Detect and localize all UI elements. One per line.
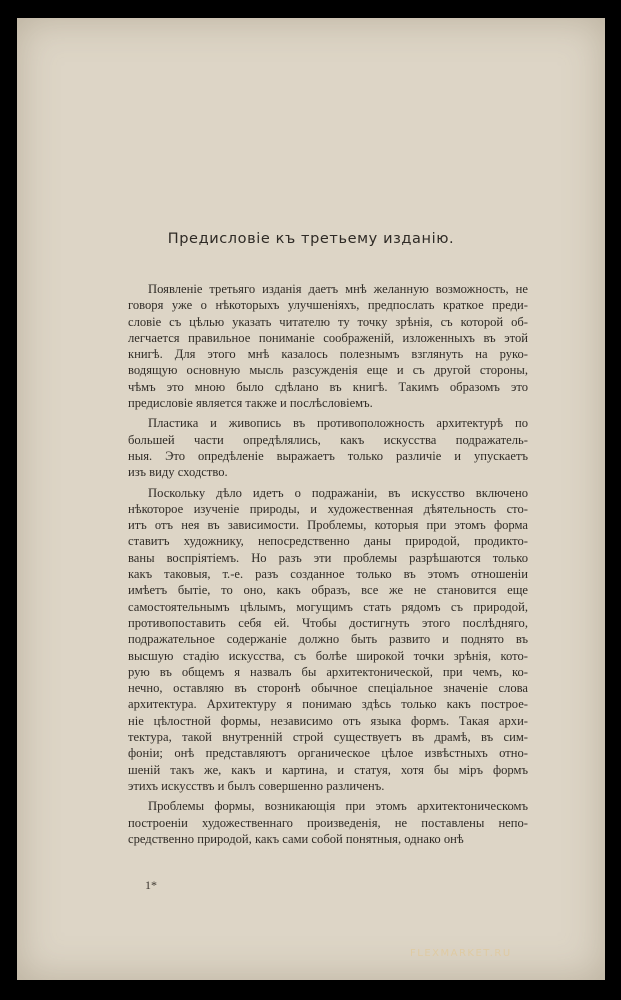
text-line: высшую стадію искусства, съ болѣе широкой точки зрѣнія, кото- bbox=[128, 648, 528, 663]
text-line: итъ отъ нея въ зависимости. Проблемы, которыя при этомъ форма bbox=[128, 518, 528, 533]
text-line: построеніи художественнаго произведенія, не поставлены непо- bbox=[128, 815, 528, 830]
text-line: ставитъ художнику, непосредственно даны природой, продикто- bbox=[128, 534, 528, 549]
paragraph bbox=[128, 798, 528, 847]
signature-mark: 1* bbox=[145, 878, 157, 892]
text-line: Появленіе третьяго изданія даетъ мнѣ желанную возможность, не bbox=[148, 282, 528, 296]
text-line: легчается правильное пониманіе соображеній, изложенныхъ въ этой bbox=[128, 330, 528, 345]
text-line: фоніи; онѣ представляютъ органическое цѣлое извѣстныхъ отно- bbox=[128, 746, 528, 761]
text-line: водящую основную мысль разсужденія еще и съ другой стороны, bbox=[128, 363, 528, 378]
text-line: ваны воспріятіемъ. Но разъ эти проблемы разрѣшаются только bbox=[128, 550, 528, 565]
text-line: большей части опредѣлялись, какъ искусства подражатель- bbox=[128, 432, 528, 447]
page-title: Предисловіе къ третьему изданію. bbox=[167, 231, 455, 247]
text-line: шеній такъ же, какъ и картина, и статуя, хотя бы міръ формъ bbox=[128, 762, 528, 777]
text-line: какъ таковыя, т.-е. разъ созданное только въ этомъ отношеніи bbox=[128, 567, 528, 582]
text-line: тектура, такой внутренній строй существуетъ въ драмѣ, въ сим- bbox=[128, 730, 528, 745]
paragraph bbox=[128, 485, 528, 795]
text-line: нѣкоторое изученіе природы, и художественная дѣятельность сто- bbox=[128, 501, 528, 516]
text-line: Пластика и живопись въ противоположность архитектурѣ по bbox=[148, 416, 528, 431]
text-line: средственно природой, какъ сами собой понятныя, однако онѣ bbox=[128, 831, 464, 846]
book-page bbox=[17, 18, 605, 980]
text-line: словіе съ цѣлью указать читателю ту точку зрѣнія, съ которой об- bbox=[128, 314, 528, 329]
text-line: предисловіе является также и послѣсловіемъ. bbox=[128, 396, 373, 411]
text-line: Проблемы формы, возникающія при этомъ архитектоническомъ bbox=[148, 799, 528, 814]
text-line: этихъ искусствъ и былъ совершенно различенъ. bbox=[128, 778, 385, 793]
text-line: подражательное содержаніе должно быть развито и поднято въ bbox=[128, 632, 528, 647]
watermark: FLEXMARKET.RU bbox=[410, 948, 512, 959]
text-line: изъ виду сходство. bbox=[128, 465, 228, 480]
text-line: самостоятельнымъ цѣлымъ, могущимъ стать рядомъ съ природой, bbox=[128, 599, 528, 614]
paragraph bbox=[128, 415, 528, 480]
text-line: имѣетъ бытіе, то оно, какъ образъ, все же не становится еще bbox=[128, 583, 528, 598]
text-line: ніе цѣлостной формы, независимо отъ языка формъ. Такая архи- bbox=[128, 713, 528, 728]
text-line: чѣмъ это мною было сдѣлано въ книгѣ. Такимъ образомъ это bbox=[128, 379, 528, 394]
paragraph bbox=[128, 281, 528, 411]
text-line: нечно, оставляю въ сторонѣ обычное спеціальное значеніе слова bbox=[128, 681, 528, 696]
text-line: архитектура. Архитектуру я понимаю здѣсь только какъ построе- bbox=[128, 697, 528, 712]
text-line: ныя. Это опредѣленіе выражаетъ только различіе и упускаетъ bbox=[128, 448, 528, 463]
text-line: противопоставить себя ей. Чтобы достигнуть этого послѣдняго, bbox=[128, 615, 528, 630]
text-line: книгѣ. Для этого мнѣ казалось полезнымъ взглянуть на руко- bbox=[128, 347, 528, 362]
body-text bbox=[128, 281, 528, 851]
text-line: Поскольку дѣло идетъ о подражаніи, въ искусство включено bbox=[148, 485, 528, 500]
text-line: рую въ общемъ я назвалъ бы архитектонической, при чемъ, ко- bbox=[128, 664, 528, 679]
text-line: говоря уже о нѣкоторыхъ улучшеніяхъ, предпослать краткое преди- bbox=[128, 298, 528, 313]
